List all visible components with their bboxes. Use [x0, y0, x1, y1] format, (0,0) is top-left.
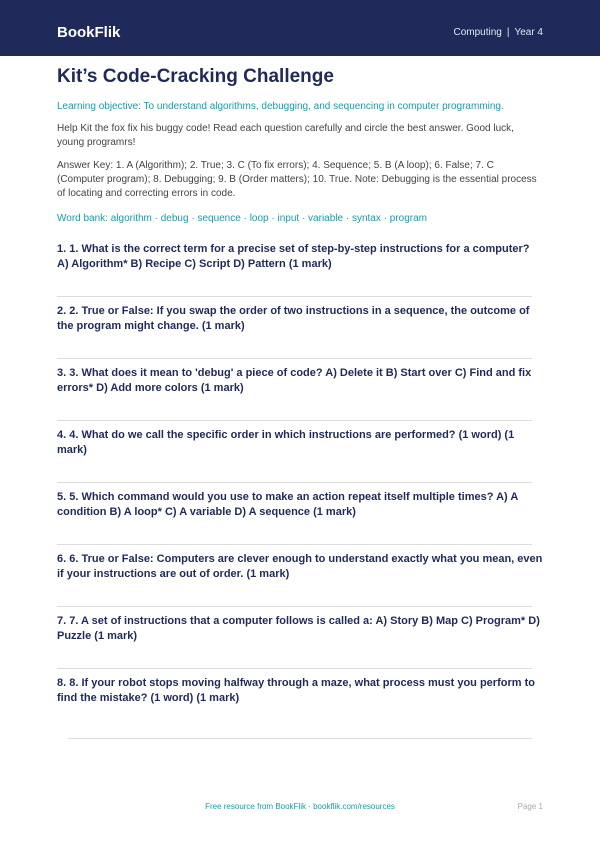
- learning-objective: Learning objective: To understand algorithms, debugging, and sequencing in computer programming.: [57, 101, 504, 112]
- year-label: Year 4: [514, 27, 543, 38]
- meta-separator: |: [506, 27, 510, 38]
- answer-line[interactable]: [57, 420, 532, 421]
- page-number: Page 1: [517, 802, 543, 811]
- answer-line[interactable]: [57, 668, 532, 669]
- worksheet-intro: [57, 66, 543, 225]
- subject-label: Computing: [453, 27, 502, 38]
- footer-credit[interactable]: Free resource from BookFlik · bookflik.com/resources: [205, 802, 395, 811]
- word-bank: Word bank: algorithm · debug · sequence · loop · input · variable · syntax · program: [57, 213, 427, 224]
- question-2: 2. 2. True or False: If you swap the order of two instructions in a sequence, the outcome of the program might change. (1 mark): [57, 305, 530, 332]
- answer-line[interactable]: [57, 482, 532, 483]
- answer-line[interactable]: [57, 544, 532, 545]
- question-8: 8. 8. If your robot stops moving halfway through a maze, what process must you perform to find the mistake? (1 word) (1 mark): [57, 677, 535, 704]
- question-5: 5. 5. Which command would you use to make an action repeat itself multiple times? A) A condition B) A loop* C) A variable D) A sequence (1 mark): [57, 491, 518, 518]
- answer-line[interactable]: [57, 606, 532, 607]
- answer-line[interactable]: [57, 296, 532, 297]
- answer-key: Answer Key: 1. A (Algorithm); 2. True; 3. C (To fix errors); 4. Sequence; 5. B (A loop); 6. False; 7. C (Computer program); 8. Debugging; 9. B (Order matters); 10. True. Note: Debugging is the essential process of locating and correcting errors in code.: [57, 160, 537, 199]
- instructions-text: Help Kit the fox fix his buggy code! Read each question carefully and circle the best answer. Good luck, young programrs!: [57, 123, 514, 148]
- question-3: 3. 3. What does it mean to 'debug' a piece of code? A) Delete it B) Start over C) Find and fix errors* D) Add more colors (1 mark): [57, 367, 532, 394]
- header-meta: [453, 27, 543, 39]
- footer-divider: [68, 738, 532, 739]
- brand-logo-text[interactable]: BookFlik: [57, 24, 121, 41]
- question-6: 6. 6. True or False: Computers are clever enough to understand exactly what you mean, even if your instructions are out of order. (1 mark): [57, 553, 543, 580]
- question-1: 1. 1. What is the correct term for a precise set of step-by-step instructions for a computer? A) Algorithm* B) Recipe C) Script D) Pattern (1 mark): [57, 243, 530, 270]
- question-4: 4. 4. What do we call the specific order in which instructions are performed? (1 word) (1 mark): [57, 429, 515, 456]
- question-7: 7. 7. A set of instructions that a computer follows is called a: A) Story B) Map C) Program* D) Puzzle (1 mark): [57, 615, 540, 642]
- worksheet-title: Kit’s Code-Cracking Challenge: [57, 66, 334, 87]
- answer-line[interactable]: [57, 358, 532, 359]
- page-header: [0, 0, 600, 56]
